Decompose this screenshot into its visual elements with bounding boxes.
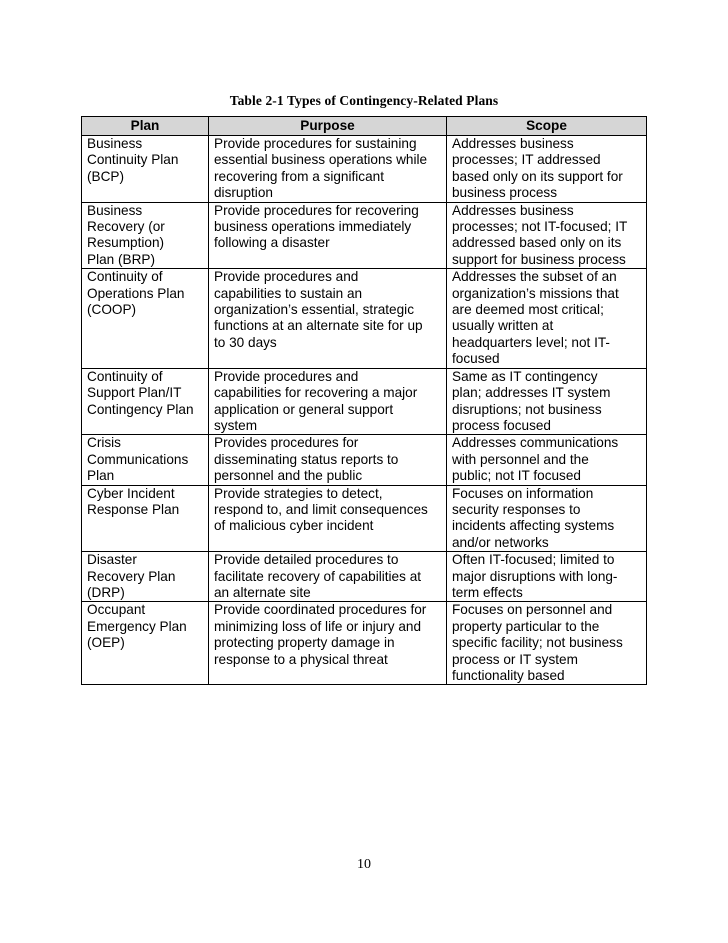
- page-number: 10: [357, 857, 371, 872]
- scope-cell: Addresses the subset of an organization’s missions that are deemed most critical; usually written at headquarters level; not IT- focused: [447, 269, 647, 368]
- table-row: [82, 435, 647, 485]
- purpose-cell: Provide procedures and capabilities to sustain an organization’s essential, strategic functions at an alternate site for up to 30 days: [209, 269, 447, 368]
- plan-cell: Cyber Incident Response Plan: [82, 485, 209, 552]
- scope-cell: Addresses business processes; not IT-focused; IT addressed based only on its support for business process: [447, 202, 647, 269]
- scope-cell: Focuses on personnel and property particular to the specific facility; not business process or IT system functionality based: [447, 602, 647, 685]
- table-row: [82, 269, 647, 368]
- plan-cell: Business Continuity Plan (BCP): [82, 136, 209, 203]
- purpose-cell: Provide procedures and capabilities for recovering a major application or general support system: [209, 368, 447, 435]
- contingency-plans-table: [81, 116, 647, 685]
- table-row: [82, 202, 647, 269]
- scope-cell: Addresses communications with personnel and the public; not IT focused: [447, 435, 647, 485]
- plan-cell: Crisis Communications Plan: [82, 435, 209, 485]
- purpose-cell: Provide procedures for sustaining essential business operations while recovering from a significant disruption: [209, 136, 447, 203]
- column-header-plan: Plan: [82, 117, 209, 136]
- purpose-cell: Provide strategies to detect, respond to, and limit consequences of malicious cyber incident: [209, 485, 447, 552]
- scope-cell: Same as IT contingency plan; addresses IT system disruptions; not business process focused: [447, 368, 647, 435]
- table-row: [82, 136, 647, 203]
- plan-cell: Occupant Emergency Plan (OEP): [82, 602, 209, 685]
- scope-cell: Focuses on information security responses to incidents affecting systems and/or networks: [447, 485, 647, 552]
- table-row: [82, 602, 647, 685]
- column-header-scope: Scope: [447, 117, 647, 136]
- plan-cell: Continuity of Operations Plan (COOP): [82, 269, 209, 368]
- column-header-purpose: Purpose: [209, 117, 447, 136]
- plan-cell: Business Recovery (or Resumption) Plan (BRP): [82, 202, 209, 269]
- scope-cell: Addresses business processes; IT addressed based only on its support for business process: [447, 136, 647, 203]
- purpose-cell: Provide coordinated procedures for minimizing loss of life or injury and protecting property damage in response to a physical threat: [209, 602, 447, 685]
- table-caption: Table 2-1 Types of Contingency-Related Plans: [229, 93, 499, 108]
- scope-cell: Often IT-focused; limited to major disruptions with long- term effects: [447, 552, 647, 602]
- plan-cell: Continuity of Support Plan/IT Contingency Plan: [82, 368, 209, 435]
- purpose-cell: Provides procedures for disseminating status reports to personnel and the public: [209, 435, 447, 485]
- table-header-row: [82, 117, 647, 136]
- purpose-cell: Provide detailed procedures to facilitate recovery of capabilities at an alternate site: [209, 552, 447, 602]
- purpose-cell: Provide procedures for recovering business operations immediately following a disaster: [209, 202, 447, 269]
- table-row: [82, 552, 647, 602]
- plan-cell: Disaster Recovery Plan (DRP): [82, 552, 209, 602]
- table-row: [82, 485, 647, 552]
- table-row: [82, 368, 647, 435]
